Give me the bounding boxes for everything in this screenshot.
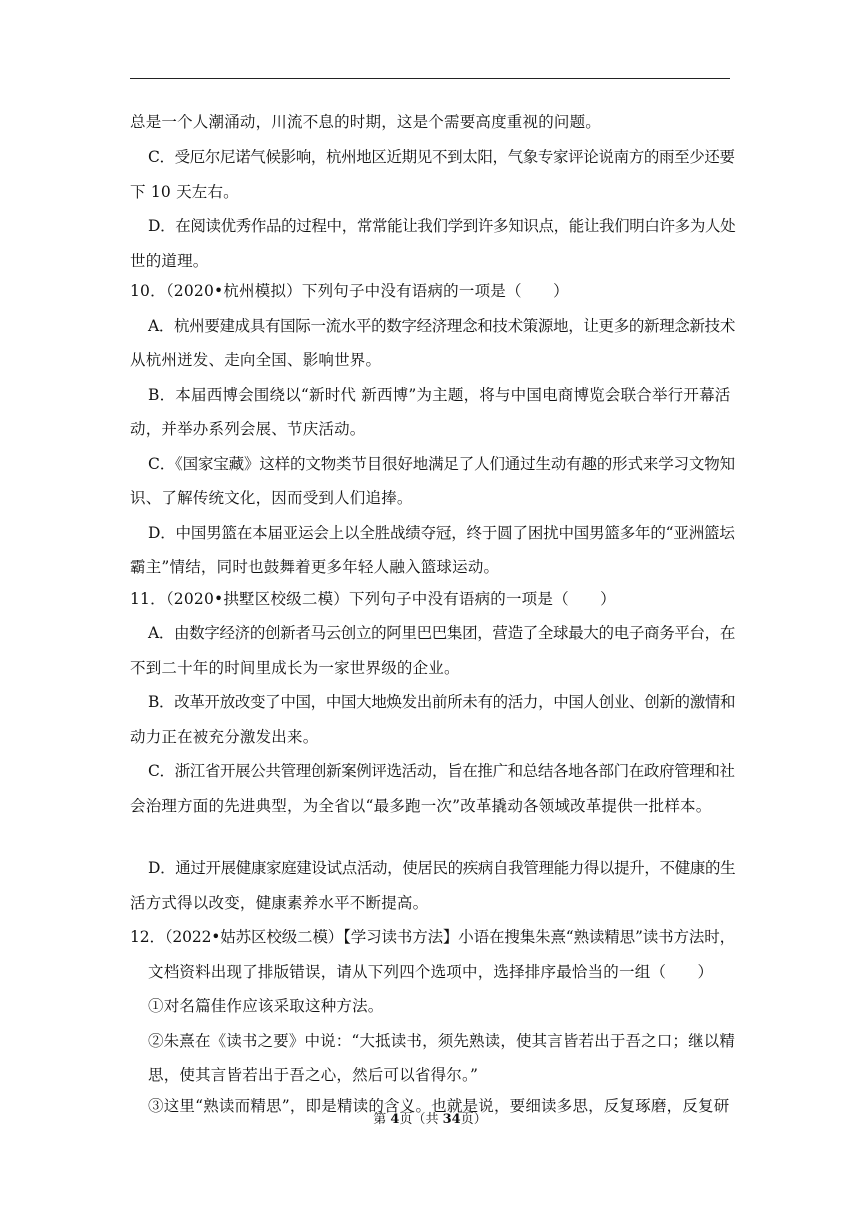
header-rule [130, 78, 730, 79]
text-line: 世的道理。 [130, 252, 209, 270]
option-a-line: A．杭州要建成具有国际一流水平的数字经济理念和技术策源地，让更多的新理念新技术 [148, 317, 735, 335]
text-line: 动力正在被充分激发出来。 [130, 728, 319, 746]
footer-middle: 页（共 [399, 1112, 443, 1127]
option-d-line: D．在阅读优秀作品的过程中，常常能让我们学到许多知识点，能让我们明白许多为人处 [148, 217, 736, 235]
footer-suffix: 页） [460, 1112, 487, 1127]
option-b-line: B．本届西博会围绕以“新时代 新西博”为主题，将与中国电商博览会联合举行开幕活 [148, 386, 731, 404]
text-line: 不到二十年的时间里成长为一家世界级的企业。 [130, 659, 460, 677]
text-line: 从杭州迸发、走向全国、影响世界。 [130, 351, 382, 369]
item-1-line: ①对名篇佳作应该采取这种方法。 [148, 997, 384, 1015]
text-line: 总是一个人潮涌动，川流不息的时期，这是个需要高度重视的问题。 [130, 113, 602, 131]
item-3-line: ③这里“熟读而精思”，即是精读的含义。也就是说，要细读多思，反复琢磨，反复研 [148, 1097, 730, 1115]
text-line: 下 10 天左右。 [130, 183, 239, 201]
option-c-line: C．《国家宝藏》这样的文物类节目很好地满足了人们通过生动有趣的形式来学习文物知 [148, 455, 735, 473]
question-12-text: 文档资料出现了排版错误，请从下列四个选项中，选择排序最恰当的一组（ ） [148, 963, 714, 981]
question-10-title: 10．（2020•杭州模拟）下列句子中没有语病的一项是（ ） [130, 282, 569, 300]
page-total: 34 [442, 1112, 461, 1127]
text-line: 会治理方面的先进典型，为全省以“最多跑一次”改革撬动各领域改革提供一批样本。 [130, 797, 712, 815]
question-11-title: 11．（2020•拱墅区校级二模）下列句子中没有语病的一项是（ ） [130, 590, 616, 608]
text-line: 动，并举办系列会展、节庆活动。 [130, 420, 366, 438]
footer-prefix: 第 [373, 1112, 391, 1127]
option-a-line: A．由数字经济的创新者马云创立的阿里巴巴集团，营造了全球最大的电子商务平台，在 [148, 624, 735, 642]
text-line: 识、了解传统文化，因而受到人们追捧。 [130, 489, 413, 507]
page-number: 4 [390, 1112, 400, 1127]
option-b-line: B．改革开放改变了中国，中国大地焕发出前所未有的活力，中国人创业、创新的激情和 [148, 693, 736, 711]
text-line: 霸主”情结，同时也鼓舞着更多年轻人融入篮球运动。 [130, 558, 500, 576]
question-12-title: 12．（2022•姑苏区校级二模）【学习读书方法】小语在搜集朱熹“熟读精思”读书方法时， [130, 928, 735, 946]
text-line: 活方式得以改变，健康素养水平不断提高。 [130, 894, 429, 912]
option-d-line: D．通过开展健康家庭建设试点活动，使居民的疾病自我管理能力得以提升，不健康的生 [148, 859, 736, 877]
option-d-line: D．中国男篮在本届亚运会上以全胜战绩夺冠，终于圆了困扰中国男篮多年的“亚洲篮坛 [148, 524, 735, 542]
option-c-line: C．浙江省开展公共管理创新案例评选活动，旨在推广和总结各地各部门在政府管理和社 [148, 762, 735, 780]
page-footer [0, 1111, 860, 1129]
item-2-continued: 思，使其言皆若出于吾之心，然后可以省得尔。” [148, 1066, 479, 1084]
item-2-line: ②朱熹在《读书之要》中说：“大抵读书，须先熟读，使其言皆若出于吾之口；继以精 [148, 1032, 736, 1050]
option-c-line: C．受厄尔尼诺气候影响，杭州地区近期见不到太阳，气象专家评论说南方的雨至少还要 [148, 148, 735, 166]
